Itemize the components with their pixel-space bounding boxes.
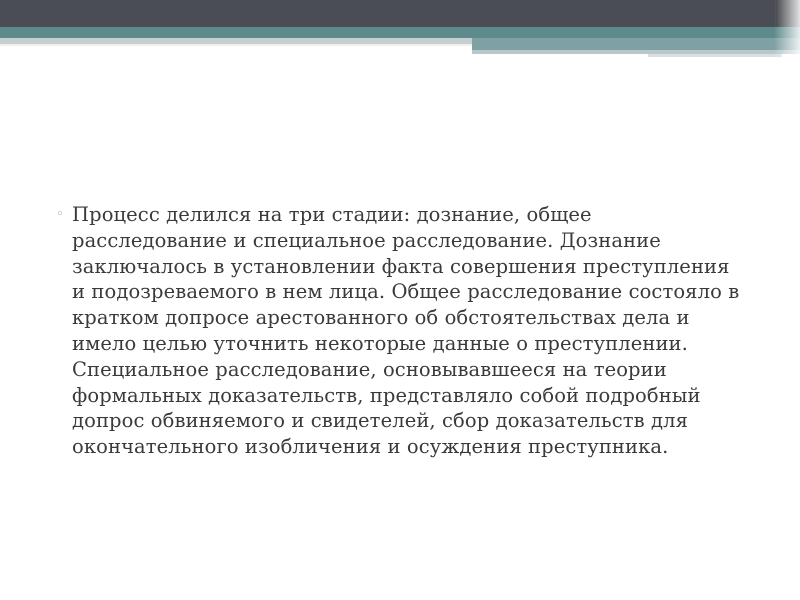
bullet-icon: ◦: [56, 207, 64, 222]
header-highlight-line: [0, 44, 472, 46]
header-light-stripe-right: [648, 54, 782, 57]
header-teal-stripe: [0, 27, 800, 38]
header-mid-stripe: [472, 38, 800, 50]
slide-body: [56, 202, 740, 460]
header-fade-edge: [774, 0, 800, 60]
body-paragraph: Процесс делился на три стадии: дознание, общее расследование и специальное расследование. Дознание заключалось в установлении факта совершения преступления и подозреваемого в нем лица. Общее расследование состояло в кратком допросе арестованного об обстоятельствах дела и имело целью уточнить некоторые данные о преступлении. Специальное расследование, основывавшееся на теории формальных доказательств, представляло собой подробный допрос обвиняемого и свидетелей, сбор доказательств для окончательного изобличения и осуждения преступника.: [72, 203, 740, 459]
header-dark-band: [0, 0, 776, 27]
